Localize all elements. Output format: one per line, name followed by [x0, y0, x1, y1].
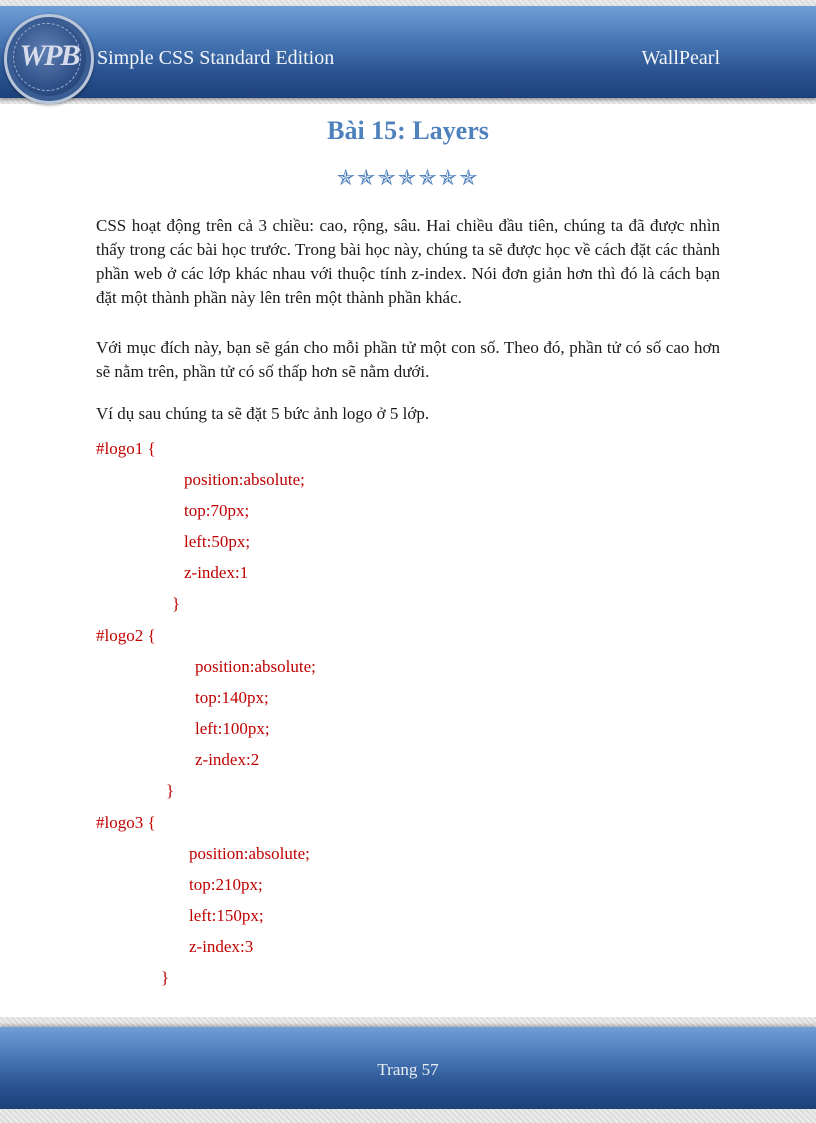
code-line: left:100px;: [195, 719, 270, 738]
code-line: position:absolute;: [195, 657, 316, 676]
numbering-paragraph: Với mục đích này, bạn sẽ gán cho mỗi phần tử một con số. Theo đó, phần tử có số cao hơn sẽ nằm trên, phần tử có số thấp hơn sẽ nằm dưới.: [96, 338, 720, 381]
wpb-logo: [4, 14, 94, 104]
page-footer: [0, 1017, 816, 1123]
page-header: [0, 0, 816, 104]
header-brand: WallPearl: [641, 47, 720, 69]
code-close-brace: }: [172, 594, 181, 613]
star-divider: ✯✯✯✯✯✯✯: [336, 165, 480, 190]
code-line: z-index:1: [184, 563, 249, 582]
code-line: top:210px;: [189, 875, 263, 894]
logo-text: WPB: [19, 39, 79, 72]
code-line: left:150px;: [189, 906, 264, 925]
code-line: z-index:3: [189, 937, 254, 956]
code-line: z-index:2: [195, 750, 260, 769]
code-selector: #logo3 {: [96, 813, 156, 832]
code-close-brace: }: [166, 781, 175, 800]
code-close-brace: }: [161, 968, 170, 987]
page-number: Trang 57: [377, 1060, 439, 1079]
code-line: position:absolute;: [184, 470, 305, 489]
code-selector: #logo2 {: [96, 626, 156, 645]
header-band: [0, 6, 816, 98]
intro-paragraph: CSS hoạt động trên cả 3 chiều: cao, rộng, sâu. Hai chiều đầu tiên, chúng ta đã được nhìn thấy trong các bài học trước. Trong bài học này, chúng ta sẽ được học về cách đặt các thành phần web ở các lớp khác nhau với thuộc tính z-index. Nói đơn giản hơn thì đó là cách bạn đặt một thành phần này lên trên một thành phần khác.: [96, 216, 720, 307]
code-line: top:70px;: [184, 501, 250, 520]
code-selector: #logo1 {: [96, 439, 156, 458]
lesson-title: Bài 15: Layers: [327, 116, 489, 145]
code-line: top:140px;: [195, 688, 269, 707]
header-title: Simple CSS Standard Edition: [97, 47, 335, 69]
footer-band: [0, 1027, 816, 1109]
code-line: left:50px;: [184, 532, 251, 551]
example-paragraph: Ví dụ sau chúng ta sẽ đặt 5 bức ảnh logo ở 5 lớp.: [96, 404, 430, 423]
code-line: position:absolute;: [189, 844, 310, 863]
